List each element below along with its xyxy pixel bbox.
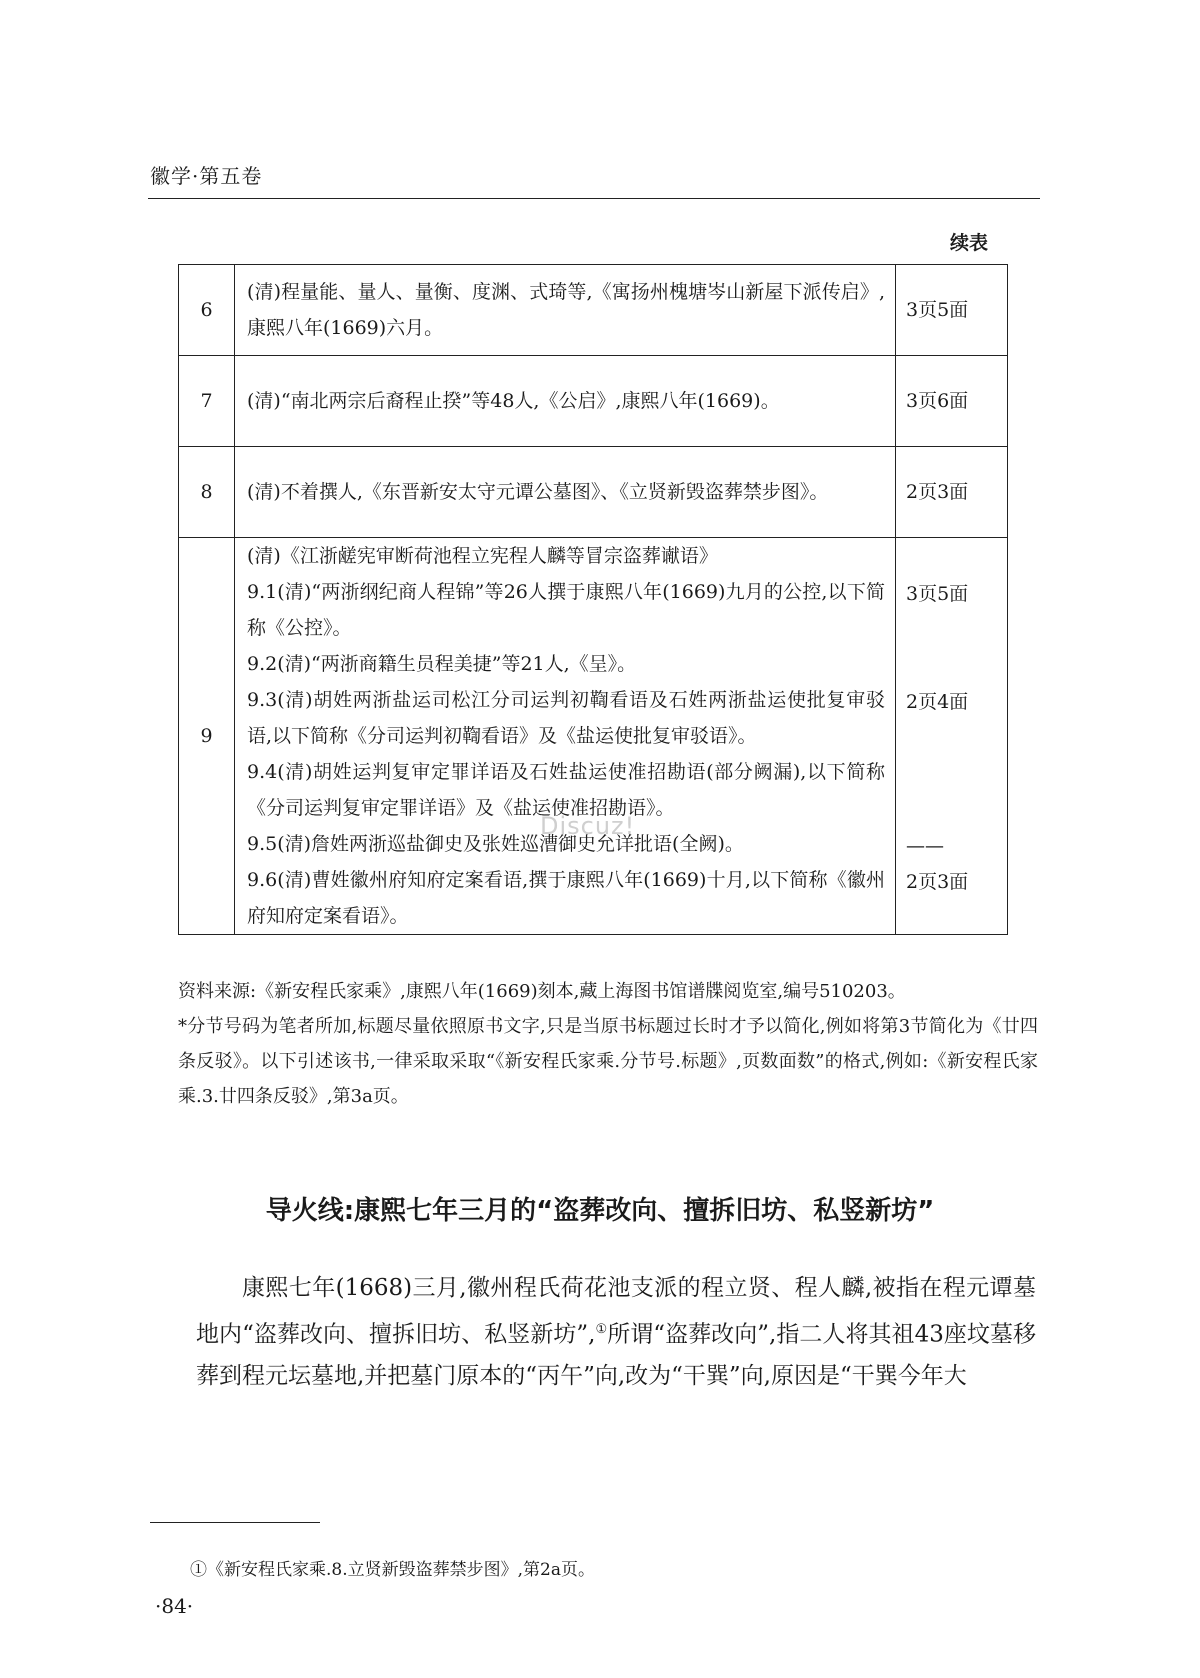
- page-number: ·84·: [155, 1594, 194, 1618]
- row-pages: 3页5面: [896, 265, 1008, 356]
- row9-item: 9.2(清)“两浙商籍生员程美捷”等21人,《呈》。: [247, 653, 637, 675]
- table-row: [179, 538, 1008, 935]
- row-number: 7: [179, 356, 235, 447]
- table-notes: [178, 974, 1038, 1114]
- body-text-part: 所谓“盗葬改向”,指二人将其祖43座坟墓移葬到程元坛墓地,并把墓门原本的“丙午”向,改为“干巽”向,原因是“干巽今年大: [196, 1321, 1036, 1389]
- header-rule: [148, 198, 1040, 199]
- row-number: 9: [179, 538, 235, 935]
- section-title: 导火线:康熙七年三月的“盗葬改向、擅拆旧坊、私竖新坊”: [265, 1196, 935, 1226]
- row-number: 8: [179, 447, 235, 538]
- footnote: ①《新安程氏家乘.8.立贤新毁盗葬禁步图》,第2a页。: [190, 1560, 595, 1580]
- running-header: 徽学·第五卷: [150, 164, 263, 188]
- body-text-part: 康熙七年(1668)三月,徽州程氏荷花池支派的程立贤、程人麟,被指在程元谭墓地内“盗葬改向、擅拆旧坊、私竖新坊”,: [196, 1275, 1036, 1348]
- row9-item: 9.1(清)“两浙纲纪商人程锦”等26人撰于康熙八年(1669)九月的公控,以下简称《公控》。: [247, 581, 885, 639]
- row-description: [235, 538, 896, 935]
- row9-item: 9.3(清)胡姓两浙盐运司松江分司运判初鞫看语及石姓两浙盐运使批复审驳语,以下简称《分司运判初鞫看语》及《盐运使批复审驳语》。: [247, 689, 885, 747]
- row9-item-pages: [906, 720, 1007, 756]
- row-description: (清)“南北两宗后裔程止揆”等48人,《公启》,康熙八年(1669)。: [235, 356, 896, 447]
- row9-item-pages: [906, 612, 1007, 648]
- row-description: (清)不着撰人,《东晋新安太守元谭公墓图》、《立贤新毁盗葬禁步图》。: [235, 447, 896, 538]
- remark-note: *分节号码为笔者所加,标题尽量依照原书文字,只是当原书标题过长时才予以简化,例如将第3节简化为《廿四条反驳》。以下引述该书,一律采取采取“《新安程氏家乘.分节号.标题》,页数面数”的格式,例如:《新安程氏家乘.3.廿四条反驳》,第3a页。: [178, 1016, 1038, 1107]
- table-row: [179, 265, 1008, 356]
- row-description: (清)程量能、量人、量衡、度渊、式琦等,《寓扬州槐塘岑山新屋下派传启》,康熙八年(1669)六月。: [235, 265, 896, 356]
- row9-item: 9.6(清)曹姓徽州府知府定案看语,撰于康熙八年(1669)十月,以下简称《徽州府知府定案看语》。: [247, 869, 885, 927]
- row9-item-pages: 2页3面: [906, 871, 969, 893]
- table-row: [179, 447, 1008, 538]
- row9-item-pages: 2页4面: [906, 691, 969, 713]
- row9-title: (清)《江浙鹾宪审断荷池程立宪程人麟等冒宗盗葬谳语》: [247, 545, 718, 567]
- row9-pages: [896, 538, 1008, 935]
- row9-item-pages: 3页5面: [906, 583, 969, 605]
- row9-item: 9.4(清)胡姓运判复审定罪详语及石姓盐运使准招勘语(部分阙漏),以下简称《分司运判复审定罪详语》及《盐运使准招勘语》。: [247, 761, 885, 819]
- row9-item-pages: ——: [906, 835, 944, 857]
- row-pages: 2页3面: [896, 447, 1008, 538]
- footnote-ref: ①: [595, 1322, 608, 1337]
- watermark: Discuz!: [540, 812, 636, 840]
- row-pages: 3页6面: [896, 356, 1008, 447]
- table-row: [179, 356, 1008, 447]
- footnote-rule: [150, 1522, 320, 1523]
- body-paragraph: [196, 1268, 1036, 1397]
- row9-item: 9.5(清)詹姓两浙巡盐御史及张姓巡漕御史允详批语(全阙)。: [247, 833, 744, 855]
- row-number: 6: [179, 265, 235, 356]
- source-note: 资料来源:《新安程氏家乘》,康熙八年(1669)刻本,藏上海图书馆谱牒阅览室,编号510203。: [178, 981, 906, 1002]
- continued-label: 续表: [950, 232, 989, 254]
